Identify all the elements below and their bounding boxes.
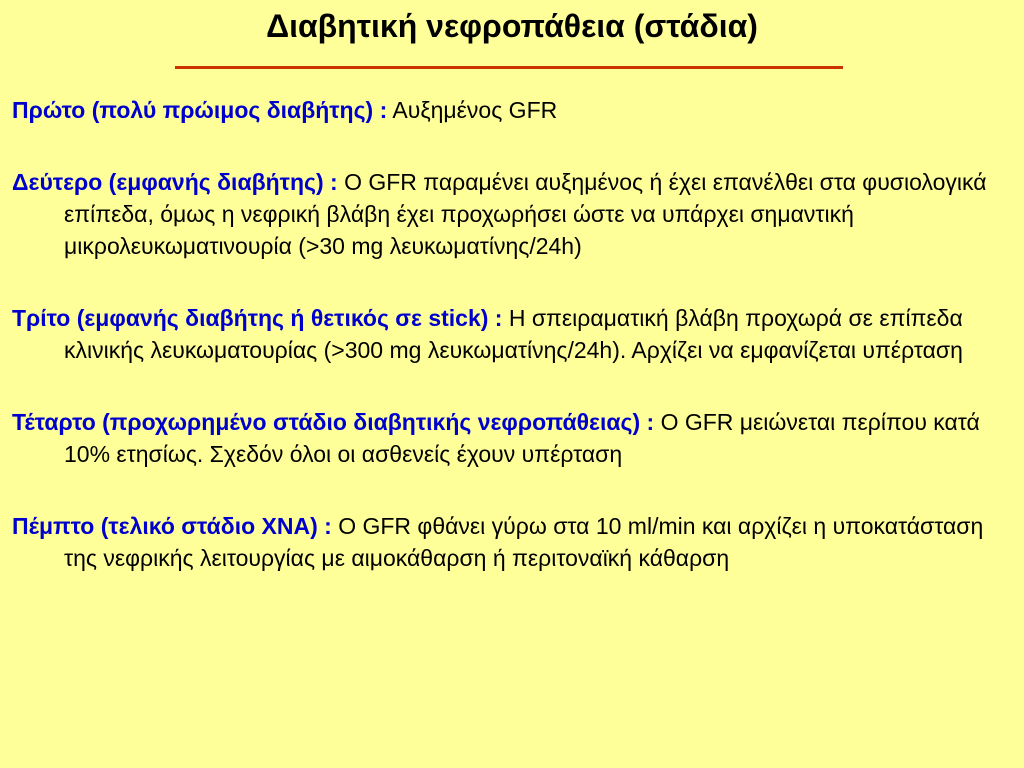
stage-description: O GFR φθάνει γύρω στα 10 ml/min και αρχίζει η υποκατάσταση της νεφρικής λειτουργίας με αιμοκάθαρση ή περιτοναϊκή κάθαρση bbox=[64, 513, 984, 571]
stage-heading: Δεύτερο (εμφανής διαβήτης) : bbox=[12, 169, 338, 195]
stages-list bbox=[12, 94, 1012, 574]
stage-item-3 bbox=[12, 302, 1012, 366]
stage-description: O GFR μειώνεται περίπου κατά 10% ετησίως. Σχεδόν όλοι οι ασθενείς έχουν υπέρταση bbox=[64, 409, 980, 467]
stage-item-2 bbox=[12, 166, 1012, 262]
stage-item-1 bbox=[12, 94, 1012, 126]
stage-description: O GFR παραμένει αυξημένος ή έχει επανέλθει στα φυσιολογικά επίπεδα, όμως η νεφρική βλάβη έχει προχωρήσει ώστε να υπάρχει σημαντική μικρολευκωματινουρία (>30 mg λευκωματίνης/24h) bbox=[64, 169, 987, 259]
stage-description: Αυξημένος GFR bbox=[392, 97, 558, 123]
title-underline-rule bbox=[175, 66, 843, 69]
stage-heading: Τρίτο (εμφανής διαβήτης ή θετικός σε stick) : bbox=[12, 305, 503, 331]
stage-heading: Πρώτο (πολύ πρώιμος διαβήτης) : bbox=[12, 97, 388, 123]
stage-item-5 bbox=[12, 510, 1012, 574]
stage-heading: Τέταρτο (προχωρημένο στάδιο διαβητικής νεφροπάθειας) : bbox=[12, 409, 655, 435]
slide-title: Διαβητική νεφροπάθεια (στάδια) bbox=[266, 8, 758, 44]
stage-heading: Πέμπτο (τελικό στάδιο ΧΝΑ) : bbox=[12, 513, 332, 539]
stage-description: Η σπειραματική βλάβη προχωρά σε επίπεδα κλινικής λευκωματουρίας (>300 mg λευκωματίνης/24h). Αρχίζει να εμφανίζεται υπέρταση bbox=[64, 305, 963, 363]
stage-item-4 bbox=[12, 406, 1012, 470]
